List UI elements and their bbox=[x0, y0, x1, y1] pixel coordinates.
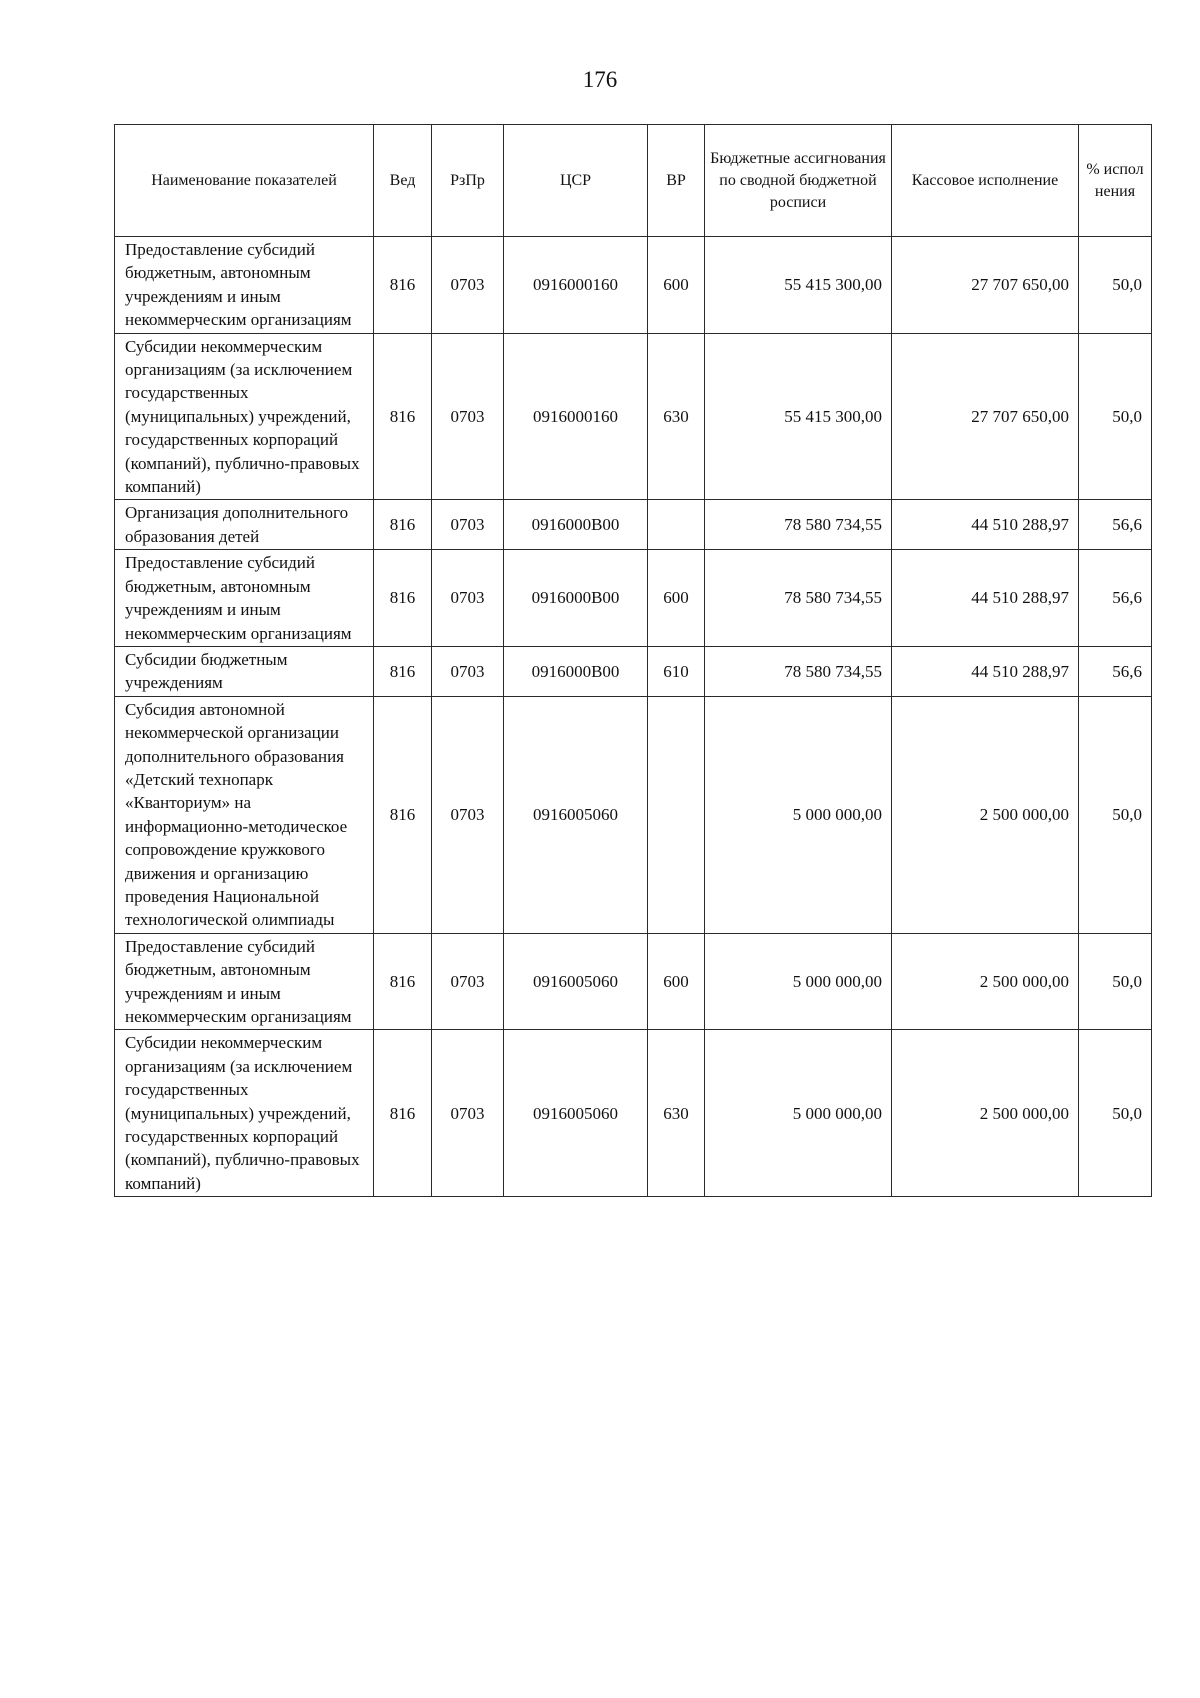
row-percent: 56,6 bbox=[1079, 500, 1152, 550]
header-percent: % испол нения bbox=[1079, 125, 1152, 237]
row-rzpr: 0703 bbox=[432, 646, 504, 696]
row-name: Субсидии бюджетным учреждениям bbox=[115, 646, 374, 696]
table-row bbox=[115, 237, 1152, 334]
table-header-row bbox=[115, 125, 1152, 237]
row-vr: 600 bbox=[648, 550, 705, 647]
row-cash: 2 500 000,00 bbox=[892, 696, 1079, 933]
row-cash: 2 500 000,00 bbox=[892, 1030, 1079, 1197]
row-rzpr: 0703 bbox=[432, 333, 504, 500]
header-cash: Кассовое исполнение bbox=[892, 125, 1079, 237]
table-row bbox=[115, 550, 1152, 647]
row-csr: 0916005060 bbox=[504, 933, 648, 1030]
page-number: 176 bbox=[582, 67, 618, 92]
row-name: Предоставление субсидий бюджетным, автономным учреждениям и иным некоммерческим организациям bbox=[115, 550, 374, 647]
row-percent: 56,6 bbox=[1079, 550, 1152, 647]
row-budget: 78 580 734,55 bbox=[705, 500, 892, 550]
row-vr: 600 bbox=[648, 933, 705, 1030]
table-row bbox=[115, 1030, 1152, 1197]
table-row bbox=[115, 333, 1152, 500]
row-percent: 50,0 bbox=[1079, 237, 1152, 334]
row-vr: 600 bbox=[648, 237, 705, 334]
row-name: Субсидии некоммерческим организациям (за исключением государственных (муниципальных) учреждений, государственных корпораций (компаний), публично-правовых компаний) bbox=[115, 1030, 374, 1197]
row-name: Организация дополнительного образования детей bbox=[115, 500, 374, 550]
header-ved: Вед bbox=[374, 125, 432, 237]
row-csr: 0916005060 bbox=[504, 696, 648, 933]
row-vr: 630 bbox=[648, 1030, 705, 1197]
row-cash: 27 707 650,00 bbox=[892, 333, 1079, 500]
header-csr: ЦСР bbox=[504, 125, 648, 237]
row-csr: 0916000160 bbox=[504, 333, 648, 500]
row-ved: 816 bbox=[374, 646, 432, 696]
table-row bbox=[115, 933, 1152, 1030]
table-row bbox=[115, 646, 1152, 696]
row-ved: 816 bbox=[374, 1030, 432, 1197]
row-cash: 44 510 288,97 bbox=[892, 550, 1079, 647]
row-percent: 50,0 bbox=[1079, 933, 1152, 1030]
row-budget: 78 580 734,55 bbox=[705, 646, 892, 696]
row-vr bbox=[648, 500, 705, 550]
row-rzpr: 0703 bbox=[432, 500, 504, 550]
row-rzpr: 0703 bbox=[432, 933, 504, 1030]
row-budget: 55 415 300,00 bbox=[705, 237, 892, 334]
row-ved: 816 bbox=[374, 500, 432, 550]
row-rzpr: 0703 bbox=[432, 237, 504, 334]
row-name: Субсидия автономной некоммерческой организации дополнительного образования «Детский технопарк «Кванториум» на информационно-методическое сопровождение кружкового движения и организацию проведения Национальной технологической олимпиады bbox=[115, 696, 374, 933]
row-ved: 816 bbox=[374, 237, 432, 334]
row-name: Предоставление субсидий бюджетным, автономным учреждениям и иным некоммерческим организациям bbox=[115, 933, 374, 1030]
header-rzpr: РзПр bbox=[432, 125, 504, 237]
row-vr bbox=[648, 696, 705, 933]
row-ved: 816 bbox=[374, 933, 432, 1030]
row-vr: 610 bbox=[648, 646, 705, 696]
row-budget: 5 000 000,00 bbox=[705, 696, 892, 933]
row-rzpr: 0703 bbox=[432, 696, 504, 933]
row-vr: 630 bbox=[648, 333, 705, 500]
row-csr: 0916000В00 bbox=[504, 550, 648, 647]
row-cash: 44 510 288,97 bbox=[892, 646, 1079, 696]
row-ved: 816 bbox=[374, 696, 432, 933]
row-percent: 50,0 bbox=[1079, 1030, 1152, 1197]
row-budget: 5 000 000,00 bbox=[705, 1030, 892, 1197]
row-rzpr: 0703 bbox=[432, 1030, 504, 1197]
row-csr: 0916005060 bbox=[504, 1030, 648, 1197]
row-budget: 55 415 300,00 bbox=[705, 333, 892, 500]
header-vr: ВР bbox=[648, 125, 705, 237]
row-csr: 0916000В00 bbox=[504, 646, 648, 696]
row-percent: 50,0 bbox=[1079, 696, 1152, 933]
row-percent: 50,0 bbox=[1079, 333, 1152, 500]
table-row bbox=[115, 500, 1152, 550]
row-ved: 816 bbox=[374, 333, 432, 500]
row-csr: 0916000В00 bbox=[504, 500, 648, 550]
row-cash: 2 500 000,00 bbox=[892, 933, 1079, 1030]
row-budget: 78 580 734,55 bbox=[705, 550, 892, 647]
row-budget: 5 000 000,00 bbox=[705, 933, 892, 1030]
row-percent: 56,6 bbox=[1079, 646, 1152, 696]
row-cash: 27 707 650,00 bbox=[892, 237, 1079, 334]
header-name: Наименование показателей bbox=[115, 125, 374, 237]
row-name: Субсидии некоммерческим организациям (за исключением государственных (муниципальных) учреждений, государственных корпораций (компаний), публично-правовых компаний) bbox=[115, 333, 374, 500]
table-body bbox=[115, 237, 1152, 1197]
row-csr: 0916000160 bbox=[504, 237, 648, 334]
row-rzpr: 0703 bbox=[432, 550, 504, 647]
header-budget: Бюджетные ассигнования по сводной бюджетной росписи bbox=[705, 125, 892, 237]
row-name: Предоставление субсидий бюджетным, автономным учреждениям и иным некоммерческим организациям bbox=[115, 237, 374, 334]
budget-table bbox=[114, 124, 1152, 1197]
row-cash: 44 510 288,97 bbox=[892, 500, 1079, 550]
table-row bbox=[115, 696, 1152, 933]
row-ved: 816 bbox=[374, 550, 432, 647]
